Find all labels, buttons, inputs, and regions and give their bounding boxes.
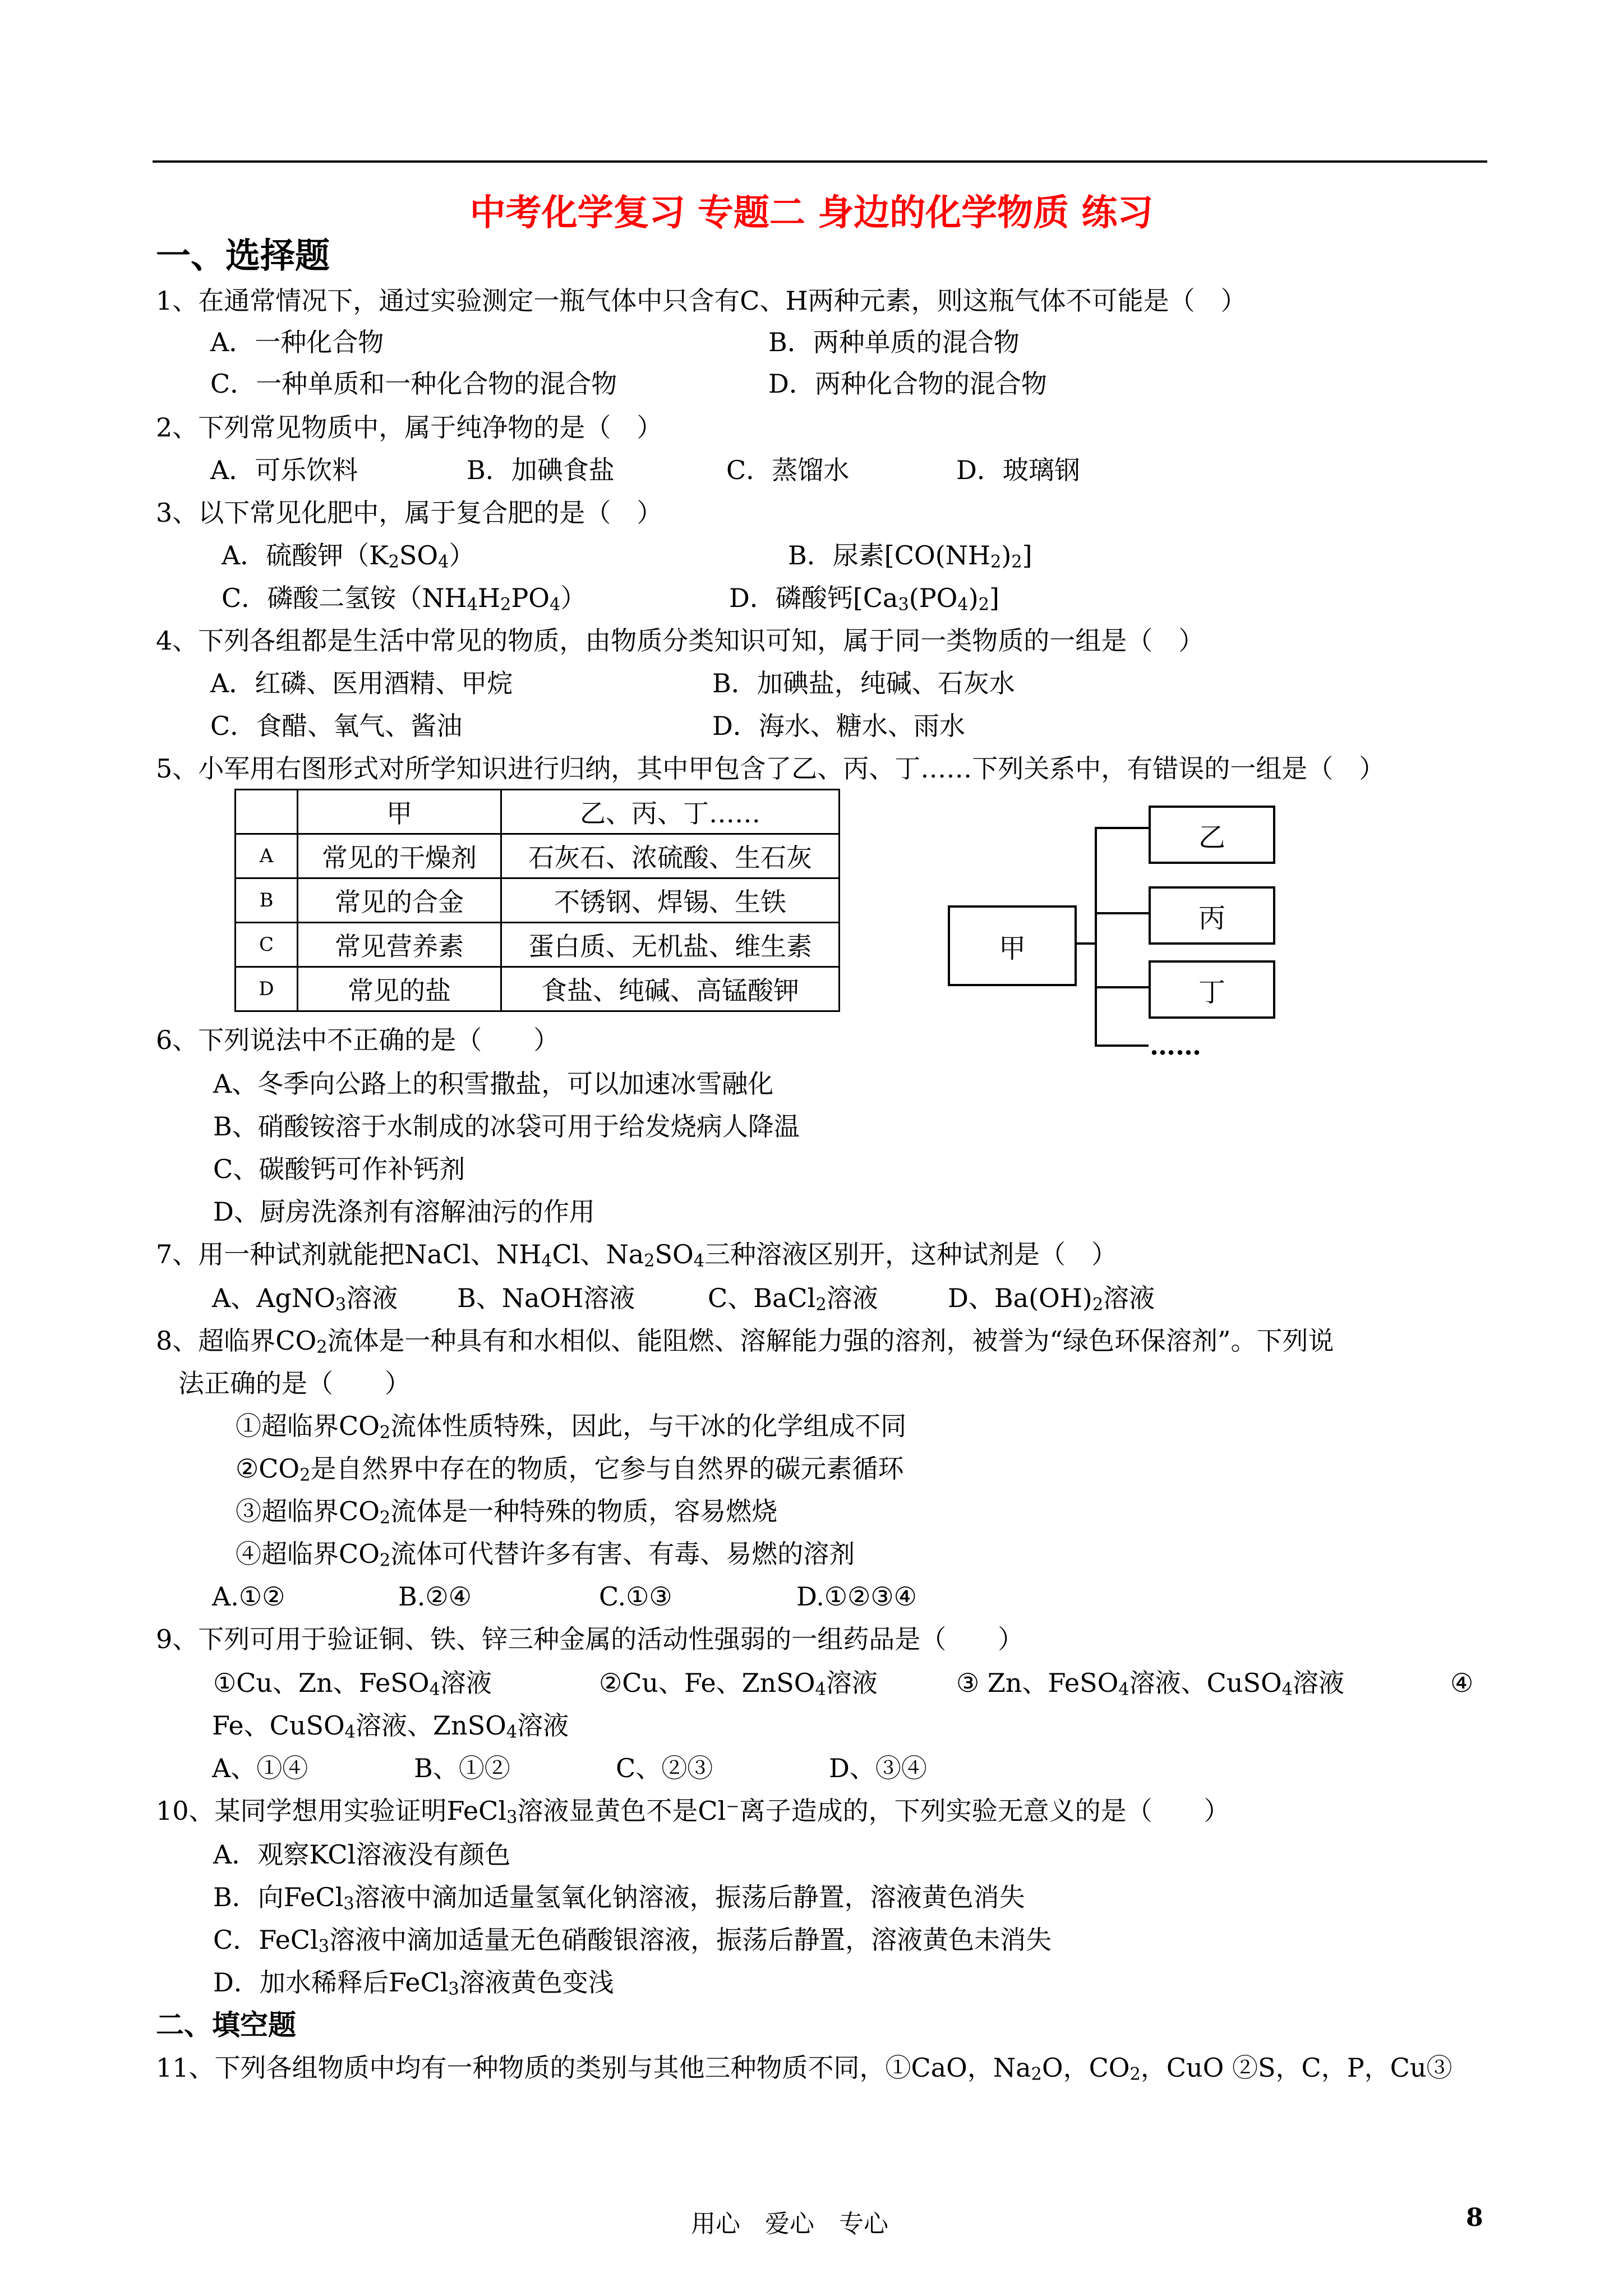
table-cell: 常见的盐 bbox=[298, 967, 501, 1011]
q6-option-c: C、碳酸钙可作补钙剂 bbox=[213, 1154, 465, 1184]
table-cell: 蛋白质、无机盐、维生素 bbox=[501, 923, 840, 967]
diagram-branch bbox=[1095, 1045, 1149, 1047]
q8-option-d: D.①②③④ bbox=[796, 1581, 917, 1612]
table-header-cell: 甲 bbox=[298, 790, 501, 834]
q7-option-c: C、BaCl$_2$溶液 bbox=[708, 1283, 878, 1315]
table-row bbox=[236, 834, 840, 878]
q8-item-4: ④超临界$CO_2$流体可代替许多有害、有毒、易燃的溶剂 bbox=[236, 1539, 855, 1571]
diagram-branch bbox=[1095, 986, 1149, 988]
q2-option-a: A．可乐饮料 bbox=[210, 455, 358, 485]
q7-option-b: B、NaOH溶液 bbox=[457, 1283, 635, 1313]
table-header-cell: 乙、丙、丁…… bbox=[501, 790, 840, 834]
page-number: 8 bbox=[1466, 2203, 1483, 2232]
section-fill-heading: 二、填空题 bbox=[156, 2008, 296, 2041]
q8-item-1: ①超临界$CO_2$流体性质特殊，因此，与干冰的化学组成不同 bbox=[236, 1411, 907, 1443]
diagram-child-box: 丁 bbox=[1149, 960, 1275, 1019]
q4-option-a: A．红磷、医用酒精、甲烷 bbox=[210, 668, 513, 698]
q9-stem: 9、下列可用于验证铜、铁、锌三种金属的活动性强弱的一组药品是（ ） bbox=[156, 1624, 1024, 1654]
table-cell: 不锈钢、焊锡、生铁 bbox=[501, 878, 840, 923]
q9-set-4-marker: ④ bbox=[1450, 1668, 1474, 1698]
table-cell: 食盐、纯碱、高锰酸钾 bbox=[501, 967, 840, 1011]
q9-option-a: A、①④ bbox=[212, 1753, 308, 1783]
q10-option-c: C．FeCl$_3$溶液中滴加适量无色硝酸银溶液，振荡后静置，溶液黄色未消失 bbox=[213, 1925, 1052, 1957]
q8-item-2: $②CO_2$是自然界中存在的物质，它参与自然界的碳元素循环 bbox=[236, 1453, 904, 1485]
row-letter: B bbox=[236, 878, 298, 923]
q10-option-b: B．向FeCl$_3$溶液中滴加适量氢氧化钠溶液，振荡后静置，溶液黄色消失 bbox=[213, 1882, 1025, 1914]
q7-stem: 7、用一种试剂就能把NaCl、$NH_4Cl$、$Na_2SO_4$三种溶液区别开，这种试剂是（ ） bbox=[156, 1239, 1118, 1271]
q1-option-a: A．一种化合物 bbox=[210, 327, 384, 357]
q9-set-1: ①Cu、Zn、FeSO$_4$溶液 bbox=[213, 1668, 492, 1700]
q2-option-b: B．加碘食盐 bbox=[467, 455, 615, 485]
q8-stem-line1: 8、超临界$CO_2$流体是一种具有和水相似、能阻燃、溶解能力强的溶剂，被誉为“绿色环保溶剂”。下列说 bbox=[156, 1326, 1334, 1358]
q6-option-d: D、厨房洗涤剂有溶解油污的作用 bbox=[213, 1197, 595, 1227]
q5-table bbox=[234, 789, 840, 1012]
q5-stem: 5、小军用右图形式对所学知识进行归纳，其中甲包含了乙、丙、丁……下列关系中，有错误的一组是（ ） bbox=[156, 753, 1385, 784]
q2-option-c: C．蒸馏水 bbox=[726, 455, 850, 485]
table-row bbox=[236, 878, 840, 923]
q2-option-d: D．玻璃钢 bbox=[956, 455, 1080, 485]
q2-stem: 2、下列常见物质中，属于纯净物的是（ ） bbox=[156, 412, 663, 443]
q3-option-b: B．尿素$[CO(NH_2)_2]$ bbox=[788, 540, 1032, 572]
diagram-branch bbox=[1095, 827, 1149, 829]
table-header-row bbox=[236, 790, 840, 834]
q4-option-c: C．食醋、氧气、酱油 bbox=[210, 711, 463, 741]
q9-set-2: ②Cu、Fe、ZnSO$_4$溶液 bbox=[599, 1668, 878, 1700]
q3-option-a: A．硫酸钾$(K_2SO_4)$ bbox=[222, 540, 475, 572]
q1-stem: 1、在通常情况下，通过实验测定一瓶气体中只含有C、H两种元素，则这瓶气体不可能是（ ） bbox=[156, 286, 1247, 316]
q1-option-d: D．两种化合物的混合物 bbox=[768, 369, 1047, 399]
table-row bbox=[236, 967, 840, 1011]
q4-option-b: B．加碘盐，纯碱、石灰水 bbox=[712, 668, 1015, 698]
q8-item-3: ③超临界$CO_2$流体是一种特殊的物质，容易燃烧 bbox=[236, 1496, 778, 1528]
diagram-child-box: 乙 bbox=[1149, 806, 1275, 864]
diagram-child-box: 丙 bbox=[1149, 886, 1275, 945]
footer-motto: 用心 爱心 专心 bbox=[691, 2210, 888, 2238]
q6-stem: 6、下列说法中不正确的是（ ） bbox=[156, 1025, 560, 1055]
row-letter: D bbox=[236, 967, 298, 1011]
q4-option-d: D．海水、糖水、雨水 bbox=[712, 711, 965, 741]
q9-set-4: Fe、CuSO$_4$溶液、ZnSO$_4$溶液 bbox=[212, 1710, 569, 1742]
q6-option-a: A、冬季向公路上的积雪撒盐，可以加速冰雪融化 bbox=[213, 1069, 774, 1099]
q11-stem: 11、下列各组物质中均有一种物质的类别与其他三种物质不同，①CaO，$Na_2O$，$CO_2$，CuO ②S，C，P，Cu③ bbox=[156, 2053, 1453, 2085]
diagram-connector bbox=[1075, 942, 1096, 945]
q6-option-b: B、硝酸铵溶于水制成的冰袋可用于给发烧病人降温 bbox=[213, 1111, 800, 1142]
diagram-root-box: 甲 bbox=[948, 905, 1077, 986]
q8-option-c: C.①③ bbox=[599, 1581, 672, 1612]
q8-stem-line2: 法正确的是（ ） bbox=[178, 1368, 411, 1398]
q10-stem: 10、某同学想用实验证明FeCl$_3$溶液显黄色不是Cl⁻离子造成的，下列实验无意义的是（ ） bbox=[156, 1796, 1230, 1828]
q3-option-d: D．磷酸钙$[Ca_3(PO_4)_2]$ bbox=[729, 583, 999, 615]
q1-option-b: B．两种单质的混合物 bbox=[768, 327, 1020, 357]
q9-option-c: C、②③ bbox=[616, 1753, 713, 1783]
q9-set-3: ③ Zn、FeSO$_4$溶液、CuSO$_4$溶液 bbox=[956, 1668, 1344, 1700]
table-cell: 常见的干燥剂 bbox=[298, 834, 501, 878]
q10-option-d: D．加水稀释后FeCl$_3$溶液黄色变浅 bbox=[213, 1967, 614, 1999]
header-rule bbox=[153, 160, 1487, 163]
q8-option-a: A.①② bbox=[212, 1581, 285, 1612]
q3-stem: 3、以下常见化肥中，属于复合肥的是（ ） bbox=[156, 498, 663, 528]
row-letter: C bbox=[236, 923, 298, 967]
q9-option-b: B、①② bbox=[414, 1753, 510, 1783]
q9-option-d: D、③④ bbox=[829, 1753, 927, 1783]
diagram-branch bbox=[1095, 912, 1149, 914]
q3-option-c: C．磷酸二氢铵$(NH_4H_2PO_4)$ bbox=[222, 583, 587, 615]
table-cell: 常见的合金 bbox=[298, 878, 501, 923]
table-cell: 常见营养素 bbox=[298, 923, 501, 967]
q7-option-d: D、$Ba(OH)_2$溶液 bbox=[948, 1283, 1155, 1315]
q7-option-a: A、AgNO$_3$溶液 bbox=[212, 1283, 398, 1315]
q8-option-b: B.②④ bbox=[398, 1581, 472, 1612]
q10-option-a: A．观察KCl溶液没有颜色 bbox=[213, 1839, 511, 1870]
page-title: 中考化学复习 专题二 身边的化学物质 练习 bbox=[469, 192, 1154, 234]
q4-stem: 4、下列各组都是生活中常见的物质，由物质分类知识可知，属于同一类物质的一组是（ ） bbox=[156, 625, 1205, 656]
diagram-ellipsis: …… bbox=[1150, 1030, 1201, 1061]
table-row bbox=[236, 923, 840, 967]
diagram-trunk bbox=[1095, 827, 1097, 1046]
q1-option-c: C．一种单质和一种化合物的混合物 bbox=[210, 369, 617, 399]
section-choice-heading: 一、选择题 bbox=[156, 235, 330, 276]
table-cell: 石灰石、浓硫酸、生石灰 bbox=[501, 834, 840, 878]
row-letter: A bbox=[236, 834, 298, 878]
